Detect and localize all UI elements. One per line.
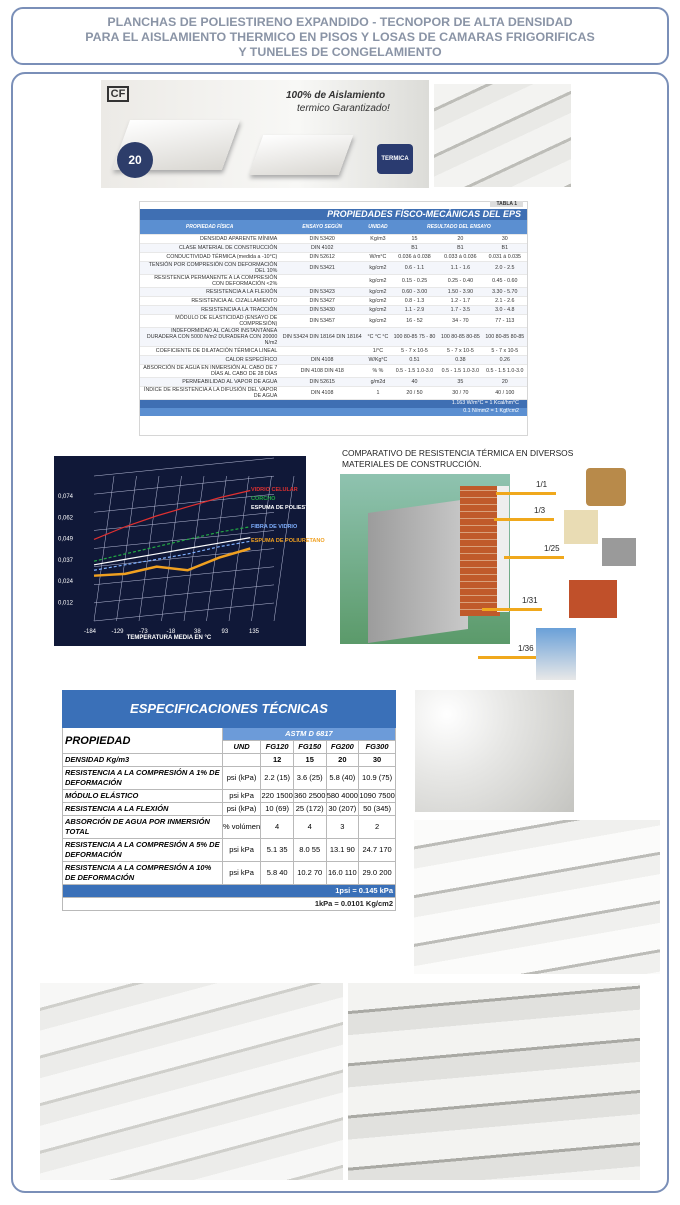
product-banner	[101, 80, 429, 188]
table1-cell: 1.7 - 3.5	[438, 305, 482, 314]
spec-value: 30	[359, 754, 396, 767]
arrow-icon	[478, 656, 538, 659]
table1-cell: 5 - 7 x 10-5	[483, 346, 527, 355]
table1-cell: 0.26	[483, 355, 527, 364]
legend-label: CORCHO	[251, 496, 276, 502]
table1-cell: COEFICIENTE DE DILATACIÓN TÉRMICA LINEAL	[140, 346, 279, 355]
table1-cell: CALOR ESPECÍFICO	[140, 355, 279, 364]
table1-cell: DIN 53430	[279, 305, 365, 314]
foam-sheets-photo	[414, 820, 660, 974]
spec-value: 5.8 40	[261, 862, 294, 885]
table1-cell: W/Kg°C	[365, 355, 391, 364]
x-tick-label: 38	[194, 629, 201, 635]
table1-row	[140, 314, 527, 327]
ratio-label: 1/36	[518, 644, 534, 653]
chart-xlabel: TEMPERATURA MEDIA EN °C	[126, 635, 212, 641]
table1-cell: 20 / 50	[391, 386, 438, 399]
x-tick-label: -129	[111, 629, 124, 635]
table1-cell: B1	[483, 243, 527, 252]
spec-value: 24.7 170	[359, 839, 396, 862]
table1-cell: 16 - 52	[391, 314, 438, 327]
ratio-label: 1/3	[534, 506, 546, 515]
table1-cell: DIN 53457	[279, 314, 365, 327]
table1-cell: 0.6 - 1.1	[391, 261, 438, 274]
table1-cell	[365, 243, 391, 252]
table1-cell	[279, 274, 365, 287]
concrete-block	[368, 499, 468, 643]
termica-badge: TERMICA	[377, 144, 413, 174]
grid-line	[94, 494, 274, 512]
col-resultado: RESULTADO DEL ENSAYO	[391, 220, 527, 234]
spec-unit: % volúmen	[222, 816, 260, 839]
table1-cell: PERMEABILIDAD AL VAPOR DE AGUA	[140, 377, 279, 386]
table1-cell: B1	[391, 243, 438, 252]
table1-cell: DIN 53421	[279, 261, 365, 274]
arrow-icon	[504, 556, 564, 559]
spec-property: MÓDULO ELÁSTICO	[63, 790, 223, 803]
eps-properties-table	[139, 201, 528, 436]
table1-cell: kg/cm2	[365, 274, 391, 287]
table1-cell: W/m°C	[365, 252, 391, 261]
spec-propiedad-header: PROPIEDAD	[63, 728, 223, 754]
y-tick-label: 0,049	[58, 536, 74, 543]
table1-cell: 0.036 á 0.038	[391, 252, 438, 261]
thermal-conductivity-chart	[54, 456, 326, 646]
spec-unit: psi kPa	[222, 790, 260, 803]
table1-cell: 5 - 7 x 10-5	[438, 346, 482, 355]
table1-row	[140, 274, 527, 287]
table1-cell: DIN 53424 DIN 18164 DIN 18164	[279, 327, 365, 346]
table1-cell: 20	[438, 234, 482, 243]
arrow-icon	[496, 492, 556, 495]
arrow-icon	[482, 608, 542, 611]
table1-row	[140, 364, 527, 377]
table1-cell: 0.5 - 1.5 1.0-3.0	[438, 364, 482, 377]
cork-sample	[564, 510, 598, 544]
foam-layer	[497, 486, 509, 612]
ratio-label: 1/25	[544, 544, 560, 553]
table1-row	[140, 327, 527, 346]
spec-value: 5.1 35	[261, 839, 294, 862]
wood-sample	[586, 468, 626, 506]
table1-cell: 15	[391, 234, 438, 243]
table1-cell: CLASE MATERIAL DE CONSTRUCCIÓN	[140, 243, 279, 252]
table1-row	[140, 346, 527, 355]
table1-cell: % %	[365, 364, 391, 377]
grade-fg300: FG300	[359, 741, 396, 754]
foam-closeup-photo	[434, 84, 571, 187]
table1-cell: 1.1 - 1.6	[438, 261, 482, 274]
header-line-2: PARA EL AISLAMIENTO THERMICO EN PISOS Y LOSAS DE CAMARAS FRIGORIFICAS	[85, 30, 595, 44]
table1-cell: 1.50 - 3.90	[438, 287, 482, 296]
foam-stack-photo-2	[348, 983, 640, 1180]
legend-label: FIBRA DE VIDRIO	[251, 524, 298, 530]
spec-property: RESISTENCIA A LA COMPRESIÓN A 1% DE DEFORMACIÓN	[63, 767, 223, 790]
grid-line	[94, 476, 114, 621]
spec-property: ABSORCIÓN DE AGUA POR INMERSIÓN TOTAL	[63, 816, 223, 839]
table1-cell: 0.031 á 0.035	[483, 252, 527, 261]
table1-cell: °C °C °C	[365, 327, 391, 346]
table1-row	[140, 305, 527, 314]
table1-cell: 40	[391, 377, 438, 386]
brick-sample	[569, 580, 617, 618]
table1-cell: RESISTENCIA PERMANENTE A LA COMPRESIÓN CON DEFORMACIÓN <2%	[140, 274, 279, 287]
spec-value: 16.0 110	[326, 862, 359, 885]
table1-cell: CONDUCTIVIDAD TÉRMICA (medida a -10°C)	[140, 252, 279, 261]
table1-cell: DIN 52615	[279, 377, 365, 386]
spec-unit	[222, 754, 260, 767]
table1-row	[140, 234, 527, 243]
table1-cell: 77 - 113	[483, 314, 527, 327]
grid-line	[274, 476, 294, 621]
grid-line	[94, 549, 274, 567]
slogan-2: termico Garantizado!	[297, 103, 390, 114]
y-tick-label: 0,074	[58, 494, 74, 500]
spec-value: 15	[293, 754, 326, 767]
table1-cell: 0.51	[391, 355, 438, 364]
table1-cell: 35	[438, 377, 482, 386]
spec-value: 360 2500	[293, 790, 326, 803]
table1-cell: 5 - 7 x 10-5	[391, 346, 438, 355]
x-tick-label: 93	[221, 629, 229, 635]
spec-value: 13.1 90	[326, 839, 359, 862]
spec-value: 10.9 (75)	[359, 767, 396, 790]
spec-value: 4	[293, 816, 326, 839]
table1-cell: 0.45 - 0.60	[483, 274, 527, 287]
table1-cell: 0.25 - 0.40	[438, 274, 482, 287]
table1-row	[140, 355, 527, 364]
grade-fg150: FG150	[293, 741, 326, 754]
table1-cell: TENSIÓN POR COMPRESIÓN CON DEFORMACIÓN DEL 10%	[140, 261, 279, 274]
table1-cell: RESISTENCIA AL CIZALLAMIENTO	[140, 296, 279, 305]
table1-cell: 100 80-85 80-85	[438, 327, 482, 346]
spec-value: 1090 7500	[359, 790, 396, 803]
x-tick-label: -184	[84, 629, 97, 635]
spec-row	[63, 790, 396, 803]
spec-foot-1: 1psi = 0.145 kPa	[63, 885, 396, 898]
table1-row	[140, 243, 527, 252]
x-tick-label: -73	[139, 629, 148, 635]
table1-cell: DIN 53427	[279, 296, 365, 305]
spec-value: 29.0 200	[359, 862, 396, 885]
legend-label: ESPUMA DE POLIESTIRENO	[251, 505, 326, 511]
col-ensayo: ENSAYO SEGÚN	[279, 220, 365, 234]
table1-cell: 0.60 - 3.00	[391, 287, 438, 296]
spec-astm: ASTM D 6817	[222, 728, 395, 741]
series-line	[94, 538, 250, 565]
spec-value: 2.2 (15)	[261, 767, 294, 790]
ratio-label: 1/1	[536, 480, 548, 489]
table1-cell: 0.15 - 0.25	[391, 274, 438, 287]
table1-cell: 40 / 100	[483, 386, 527, 399]
table1-cell: 34 - 70	[438, 314, 482, 327]
spec-value: 220 1500	[261, 790, 294, 803]
spec-value: 4	[261, 816, 294, 839]
y-tick-label: 0,037	[58, 557, 74, 564]
table1-foot-2: 0.1 N/mm2 = 1 Kgf/cm2	[140, 408, 527, 416]
x-tick-label: 135	[249, 629, 260, 635]
y-tick-label: 0,012	[58, 600, 74, 607]
slogan-1: 100% de Aislamiento	[286, 90, 386, 101]
table1-cell: DIN 52612	[279, 252, 365, 261]
spec-value: 10 (69)	[261, 803, 294, 816]
table1-cell: B1	[438, 243, 482, 252]
table1-cell: 1/°C	[365, 346, 391, 355]
table1-cell: 100 80-85 75 - 80	[391, 327, 438, 346]
col-unidad: UNIDAD	[365, 220, 391, 234]
table1-cell: 30 / 70	[438, 386, 482, 399]
table1-cell: kg/cm2	[365, 296, 391, 305]
ratio-label: 1/31	[522, 596, 538, 605]
table1-cell: 0.38	[438, 355, 482, 364]
table1-cell: DIN 4102	[279, 243, 365, 252]
legend-label: ESPUMA DE POLIURETANO	[251, 538, 325, 544]
table-title: PROPIEDADES FÍSCO-MECÁNICAS DEL EPS	[140, 209, 527, 220]
spec-value: 580 4000	[326, 790, 359, 803]
table1-cell: ÍNDICE DE RESISTENCIA A LA DIFUSIÓN DEL VAPOR DE AGUA	[140, 386, 279, 399]
spec-unit: psi kPa	[222, 839, 260, 862]
board-stack-2	[249, 135, 354, 175]
table1-cell: kg/cm2	[365, 261, 391, 274]
spec-property: RESISTENCIA A LA COMPRESIÓN A 10% DE DEFORMACIÓN	[63, 862, 223, 885]
spec-value: 12	[261, 754, 294, 767]
col-propiedad: PROPIEDAD FÍSICA	[140, 220, 279, 234]
table1-cell: 0.5 - 1.5 1.0-3.0	[483, 364, 527, 377]
table1-foot-1: 1.163 W/m°C = 1 Kcal/hm°C	[140, 400, 527, 408]
y-tick-label: 0,062	[58, 515, 74, 522]
spec-foot-2: 1kPa = 0.0101 Kg/cm2	[63, 898, 396, 911]
spec-row	[63, 754, 396, 767]
x-tick-label: -18	[166, 629, 176, 635]
table1-cell: kg/cm2	[365, 287, 391, 296]
table1-row	[140, 261, 527, 274]
page-header	[11, 7, 669, 65]
brick-wall	[460, 486, 500, 616]
spec-row	[63, 862, 396, 885]
table1-row	[140, 386, 527, 399]
table1-cell: kg/cm2	[365, 305, 391, 314]
comparativo-title-2: MATERIALES DE CONSTRUCCIÓN.	[342, 459, 482, 469]
concrete-sample	[602, 538, 636, 566]
spec-row	[63, 767, 396, 790]
spec-row	[63, 839, 396, 862]
table1-row	[140, 296, 527, 305]
table1-cell: 1.1 - 2.9	[391, 305, 438, 314]
table1-cell: 3.0 - 4.8	[483, 305, 527, 314]
comparative-illustration	[340, 448, 670, 670]
years-seal: 20	[117, 142, 153, 178]
table1-cell: kg/cm2	[365, 314, 391, 327]
spec-property: RESISTENCIA A LA FLEXIÓN	[63, 803, 223, 816]
spec-value: 3.6 (25)	[293, 767, 326, 790]
table1-cell: 1	[365, 386, 391, 399]
table1-cell: 0.033 á 0.036	[438, 252, 482, 261]
spec-row	[63, 803, 396, 816]
grid-line	[117, 476, 137, 621]
table1-cell: DIN 4108	[279, 386, 365, 399]
grid-line	[94, 603, 274, 621]
spec-unit: psi (kPa)	[222, 803, 260, 816]
spec-value: 50 (345)	[359, 803, 396, 816]
spec-row	[63, 816, 396, 839]
series-line	[94, 491, 250, 540]
spec-title: ESPECIFICACIONES TÉCNICAS	[63, 691, 396, 728]
building-sample	[536, 628, 576, 680]
table1-cell: DIN 53423	[279, 287, 365, 296]
spec-und-header: UND	[222, 741, 260, 754]
y-tick-label: 0,024	[58, 579, 74, 586]
grid-line	[162, 476, 182, 621]
spec-value: 2	[359, 816, 396, 839]
table1-cell: 0.5 - 1.5 1.0-3.0	[391, 364, 438, 377]
table1-cell: 2.0 - 2.5	[483, 261, 527, 274]
spec-property: RESISTENCIA A LA COMPRESIÓN A 5% DE DEFORMACIÓN	[63, 839, 223, 862]
spec-value: 20	[326, 754, 359, 767]
table1-row	[140, 252, 527, 261]
table1-cell: DENSIDAD APARENTE MÍNIMA	[140, 234, 279, 243]
table1-cell: DIN 4108	[279, 355, 365, 364]
table1-cell: 100 80-85 80-85	[483, 327, 527, 346]
table1-cell: Kg/m3	[365, 234, 391, 243]
spec-unit: psi (kPa)	[222, 767, 260, 790]
spec-value: 25 (172)	[293, 803, 326, 816]
table-tag: TABLA 1	[490, 201, 523, 207]
arrow-icon	[494, 518, 554, 521]
technical-specs-table	[62, 690, 396, 978]
spec-value: 5.8 (40)	[326, 767, 359, 790]
table1-cell: 1.2 - 1.7	[438, 296, 482, 305]
table1-cell: 3.30 - 5.70	[483, 287, 527, 296]
logo: CF	[107, 86, 129, 102]
legend-label: VIDRIO CELULAR	[251, 487, 298, 493]
table1-cell: DIN 4108 DIN 418	[279, 364, 365, 377]
grade-fg120: FG120	[261, 741, 294, 754]
spec-value: 10.2 70	[293, 862, 326, 885]
table1-cell: 30	[483, 234, 527, 243]
table1-row	[140, 287, 527, 296]
spec-property: DENSIDAD Kg/m3	[63, 754, 223, 767]
grade-fg200: FG200	[326, 741, 359, 754]
comparativo-title-1: COMPARATIVO DE RESISTENCIA TÉRMICA EN DIVERSOS	[342, 448, 574, 458]
table1-row	[140, 377, 527, 386]
table1-cell: 0.8 - 1.3	[391, 296, 438, 305]
header-line-1: PLANCHAS DE POLIESTIRENO EXPANDIDO - TECNOPOR DE ALTA DENSIDAD	[107, 15, 573, 29]
table1-cell: ABSORCIÓN DE AGUA EN INMERSIÓN AL CABO DE 7 DÍAS AL CABO DE 28 DÍAS	[140, 364, 279, 377]
spec-value: 3	[326, 816, 359, 839]
table1-cell: RESISTENCIA A LA FLEXIÓN	[140, 287, 279, 296]
grid-line	[94, 458, 274, 476]
spec-value: 30 (207)	[326, 803, 359, 816]
table1-cell: MÓDULO DE ELASTICIDAD (ENSAYO DE COMPRESIÓN)	[140, 314, 279, 327]
table1-cell: 2.1 - 2.6	[483, 296, 527, 305]
header-line-3: Y TUNELES DE CONGELAMIENTO	[238, 45, 442, 59]
table1-cell: RESISTENCIA A LA TRACCIÓN	[140, 305, 279, 314]
table1-cell: g/m2d	[365, 377, 391, 386]
table1-cell: INDEFORMIDAD AL CALOR INSTANTÁNEA DURADERA CON 5000 N/m2 DURADERA CON 20000 N/m2	[140, 327, 279, 346]
grid-line	[94, 531, 274, 549]
table1-cell: 20	[483, 377, 527, 386]
spec-value: 8.0 55	[293, 839, 326, 862]
foam-stack-photo-1	[40, 983, 343, 1180]
table1-cell: DIN 53420	[279, 234, 365, 243]
spec-unit: psi kPa	[222, 862, 260, 885]
table1-grid	[140, 220, 527, 400]
table1-cell	[279, 346, 365, 355]
foam-texture-photo	[415, 690, 574, 812]
